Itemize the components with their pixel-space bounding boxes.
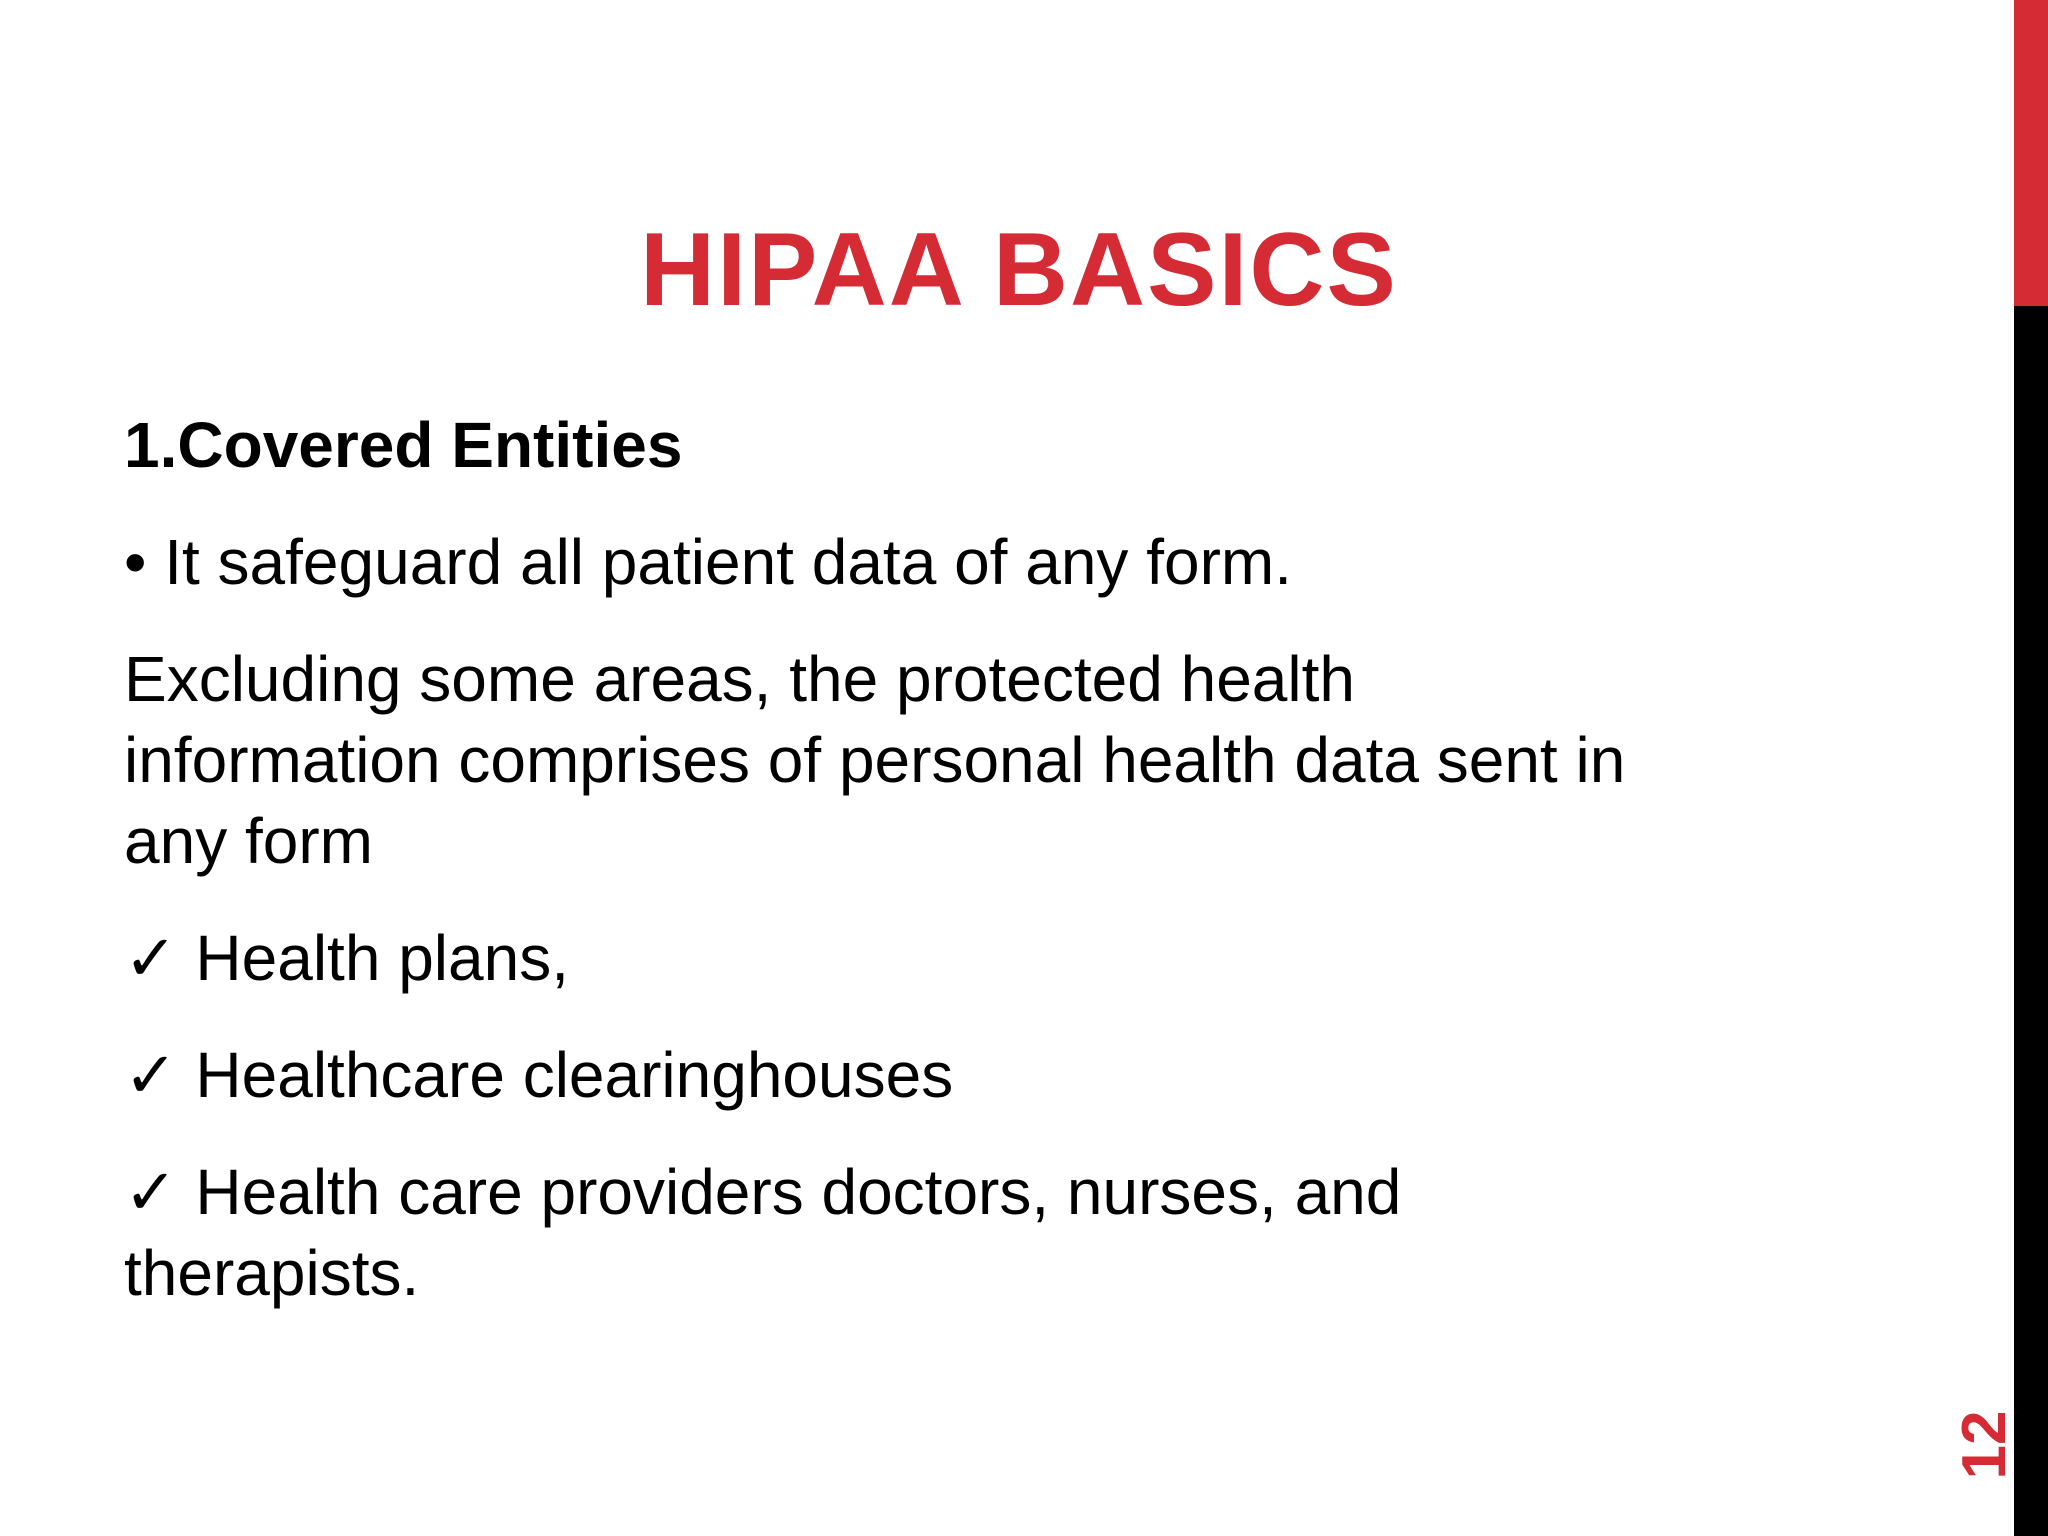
check-item-providers-line-1: ✓ Health care providers doctors, nurses, and [124, 1156, 1402, 1228]
check-item-providers [124, 1152, 1844, 1314]
side-accent-bar [2014, 0, 2048, 1536]
paragraph-line-2: information comprises of personal health data sent in [124, 724, 1626, 796]
slide-body [124, 405, 1844, 1314]
side-accent-bar-red [2014, 0, 2048, 306]
paragraph-line-1: Excluding some areas, the protected health [124, 643, 1355, 715]
slide-title: HIPAA BASICS [640, 212, 1398, 328]
page-number: 12 [1950, 1410, 2019, 1480]
check-item-health-plans: ✓ Health plans, [124, 922, 569, 994]
side-accent-bar-black [2014, 306, 2048, 1536]
check-item-providers-line-2: therapists. [124, 1237, 420, 1309]
check-item-clearinghouses: ✓ Healthcare clearinghouses [124, 1039, 954, 1111]
description-paragraph [124, 639, 1844, 882]
section-heading: 1.Covered Entities [124, 409, 683, 481]
paragraph-line-3: any form [124, 805, 373, 877]
bullet-line: • It safeguard all patient data of any form. [124, 526, 1292, 598]
